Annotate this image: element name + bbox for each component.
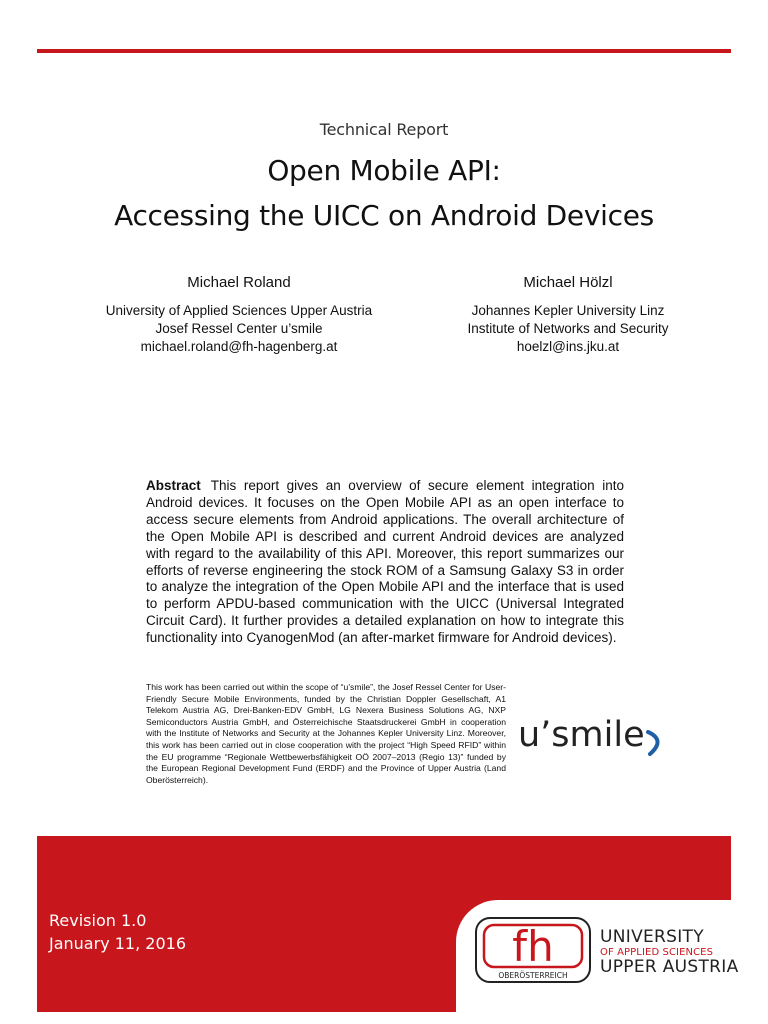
revision-block xyxy=(49,909,186,955)
report-type: Technical Report xyxy=(319,120,449,139)
author-affiliation xyxy=(54,302,424,356)
top-rule xyxy=(37,49,731,53)
usmile-logo xyxy=(516,712,666,762)
funding-note: This work has been carried out within the scope of “u’smile”, the Josef Ressel Center for User-Friendly Secure Mobile Environments, funded by the Christian Doppler Gesellschaft, A1 Telekom Austria AG, Drei-Banken-EDV GmbH, LG Nexera Business Solutions AG, NXP Semiconductors Austria GmbH, and Österreichische Staatsdruckerei GmbH in cooperation with the Institute of Networks and Security at the Johannes Kepler University Linz. Moreover, this work has been carried out in close cooperation with the project “High Speed RFID” within the EU programme “Regionale Wettbewerbsfähigkeit OÖ 2007–2013 (Regio 13)” funded by the European Regional Development Fund (ERDF) and the Province of Upper Austria (Land Oberösterreich). xyxy=(146,682,506,785)
fh-logo-caption: OBERÖSTERREICH xyxy=(498,971,568,980)
author-name: Michael Hölzl xyxy=(523,274,613,291)
university-line-2: OF APPLIED SCIENCES xyxy=(600,947,714,958)
university-name xyxy=(600,927,740,977)
abstract xyxy=(146,478,624,647)
affiliation-line: Institute of Networks and Security xyxy=(467,321,669,336)
title-line-1: Open Mobile API: xyxy=(267,154,501,187)
author-email[interactable]: hoelzl@ins.jku.at xyxy=(516,339,620,354)
fh-logo xyxy=(474,916,592,984)
university-line-1: UNIVERSITY xyxy=(600,927,704,947)
author-affiliation xyxy=(382,302,754,356)
affiliation-line: University of Applied Sciences Upper Austria xyxy=(105,303,373,318)
author-hoelzl xyxy=(382,274,754,356)
university-line-3: UPPER AUSTRIA xyxy=(600,957,739,977)
fh-logo-mark: fh xyxy=(512,922,554,971)
author-email[interactable]: michael.roland@fh-hagenberg.at xyxy=(140,339,338,354)
revision-number: Revision 1.0 xyxy=(49,911,147,930)
affiliation-line: Johannes Kepler University Linz xyxy=(471,303,665,318)
revision-date: January 11, 2016 xyxy=(49,934,186,953)
author-roland xyxy=(54,274,424,356)
title-line-2: Accessing the UICC on Android Devices xyxy=(114,199,654,232)
abstract-text: This report gives an overview of secure element integration into Android devices. It focuses on the Open Mobile API as an open interface to access secure elements from Android applications. The overall architecture of the Open Mobile API is described and current Android devices are analyzed with regard to the availability of this API. Moreover, this report summarizes our efforts of reverse engineering the stock ROM of a Samsung Galaxy S3 in order to analyze the integration of the Open Mobile API and the interface that is used to perform APDU-based communication with the UICC (Universal Integrated Circuit Card). It further provides a detailed explanation on how to integrate this functionality into CyanogenMod (an after-market firmware for Android devices). xyxy=(146,478,624,646)
affiliation-line: Josef Ressel Center u’smile xyxy=(155,321,323,336)
abstract-label: Abstract xyxy=(146,478,201,493)
usmile-logo-text: u’smile xyxy=(518,715,645,755)
author-name: Michael Roland xyxy=(187,274,291,291)
